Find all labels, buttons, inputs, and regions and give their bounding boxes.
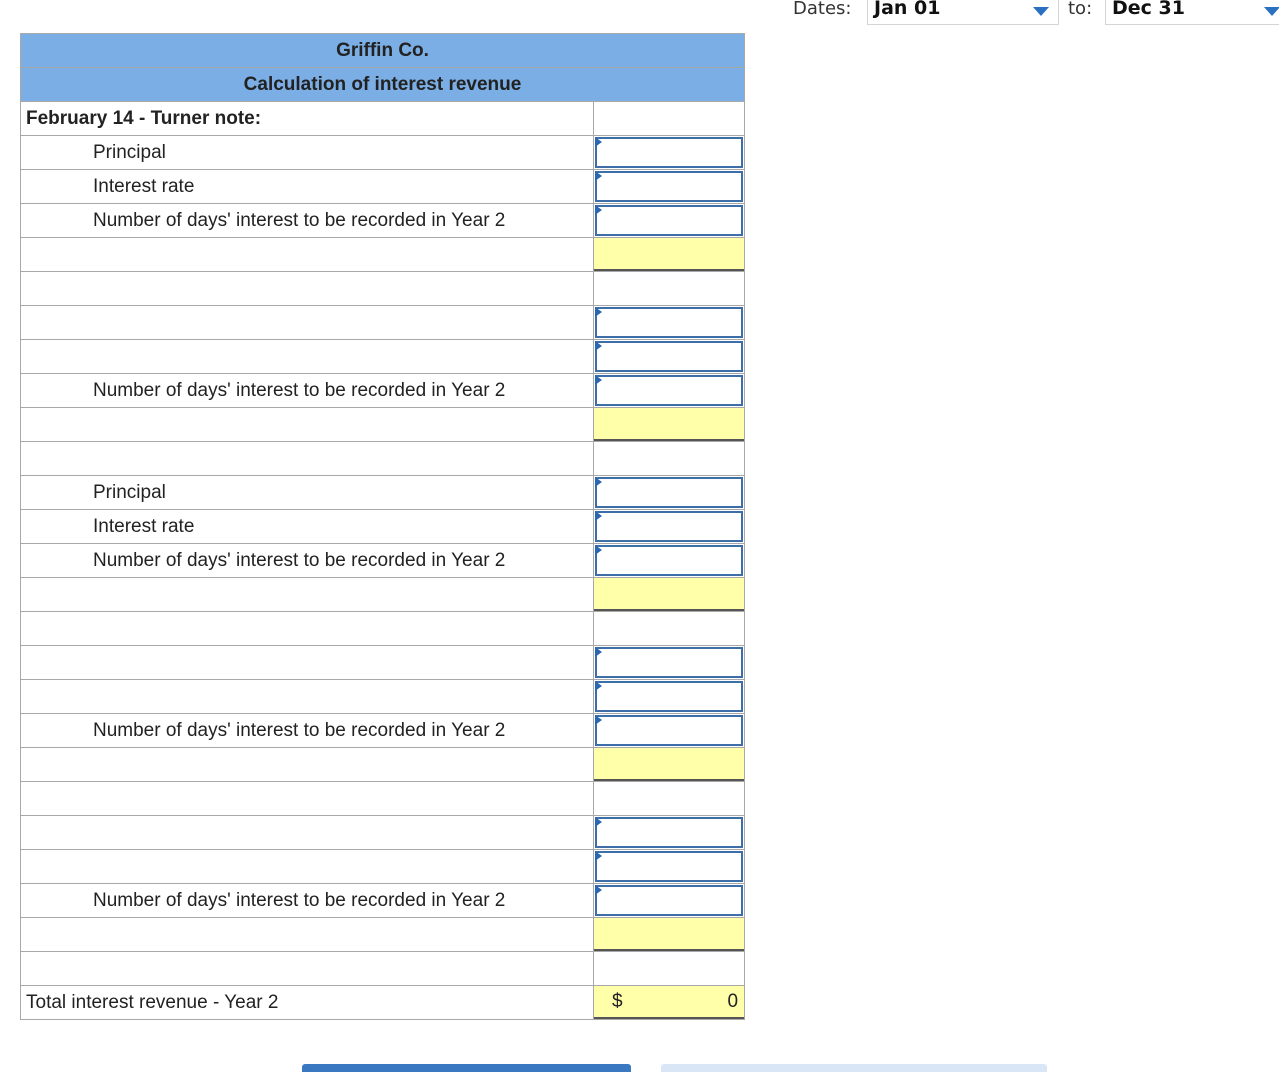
table-row [21, 612, 745, 646]
table-row [21, 170, 745, 204]
amount-input[interactable] [595, 817, 743, 848]
row-label: Number of days' interest to be recorded in Year 2 [21, 204, 594, 238]
amount-input-cell[interactable] [594, 884, 745, 918]
row-label: Principal [21, 136, 594, 170]
amount-input-cell[interactable] [594, 136, 745, 170]
table-row [21, 408, 745, 442]
section-heading-row [21, 102, 745, 136]
table-row [21, 884, 745, 918]
company-name: Griffin Co. [21, 34, 745, 68]
row-label: Number of days' interest to be recorded in Year 2 [21, 374, 594, 408]
computed-value-cell [594, 238, 745, 272]
row-label: Interest rate [21, 510, 594, 544]
row-label [21, 748, 594, 782]
row-label [21, 646, 594, 680]
amount-input[interactable] [595, 477, 743, 508]
double-underline-divider [594, 1017, 744, 1019]
table-row [21, 272, 745, 306]
row-label: Principal [21, 476, 594, 510]
total-row [21, 986, 745, 1020]
to-date-select[interactable] [1105, 0, 1279, 25]
section-heading: February 14 - Turner note: [21, 102, 594, 136]
amount-input[interactable] [595, 715, 743, 746]
chevron-down-icon[interactable] [1033, 7, 1049, 16]
row-label [21, 408, 594, 442]
table-row [21, 340, 745, 374]
table-row [21, 238, 745, 272]
amount-input[interactable] [595, 137, 743, 168]
amount-input[interactable] [595, 851, 743, 882]
empty-value-cell [594, 102, 745, 136]
empty-value-cell [594, 952, 745, 986]
table-subtitle: Calculation of interest revenue [21, 68, 745, 102]
amount-input-cell[interactable] [594, 340, 745, 374]
amount-input[interactable] [595, 545, 743, 576]
amount-input[interactable] [595, 885, 743, 916]
table-row [21, 646, 745, 680]
table-row [21, 476, 745, 510]
empty-value-cell [594, 272, 745, 306]
table-row [21, 680, 745, 714]
row-label [21, 578, 594, 612]
currency-symbol: $ [612, 991, 623, 1012]
amount-input-cell[interactable] [594, 714, 745, 748]
from-date-select[interactable] [867, 0, 1059, 25]
amount-input[interactable] [595, 307, 743, 338]
amount-input-cell[interactable] [594, 850, 745, 884]
table-row [21, 204, 745, 238]
interest-revenue-table [20, 33, 745, 1020]
table-row [21, 510, 745, 544]
amount-input-cell[interactable] [594, 646, 745, 680]
dates-label: Dates: [793, 0, 852, 19]
total-label: Total interest revenue - Year 2 [21, 986, 594, 1020]
amount-input[interactable] [595, 511, 743, 542]
empty-value-cell [594, 442, 745, 476]
table-row [21, 782, 745, 816]
total-value-cell [594, 986, 745, 1020]
to-label: to: [1068, 0, 1093, 19]
row-label [21, 238, 594, 272]
amount-input-cell[interactable] [594, 476, 745, 510]
amount-input[interactable] [595, 341, 743, 372]
table-row [21, 952, 745, 986]
row-label [21, 850, 594, 884]
amount-input-cell[interactable] [594, 306, 745, 340]
row-label [21, 612, 594, 646]
amount-input-cell[interactable] [594, 510, 745, 544]
table-row [21, 748, 745, 782]
empty-value-cell [594, 782, 745, 816]
table-row [21, 442, 745, 476]
row-label [21, 918, 594, 952]
table-row [21, 306, 745, 340]
computed-value-cell [594, 408, 745, 442]
amount-input-cell[interactable] [594, 170, 745, 204]
secondary-button[interactable] [661, 1064, 1047, 1072]
date-range-bar [790, 0, 1279, 26]
row-label: Number of days' interest to be recorded in Year 2 [21, 714, 594, 748]
row-label: Number of days' interest to be recorded in Year 2 [21, 884, 594, 918]
table-row [21, 918, 745, 952]
row-label [21, 952, 594, 986]
chevron-down-icon[interactable] [1264, 7, 1279, 16]
row-label [21, 442, 594, 476]
amount-input-cell[interactable] [594, 544, 745, 578]
amount-input-cell[interactable] [594, 374, 745, 408]
table-row [21, 714, 745, 748]
from-date-value: Jan 01 [874, 0, 941, 19]
amount-input-cell[interactable] [594, 816, 745, 850]
computed-value-cell [594, 918, 745, 952]
table-row [21, 374, 745, 408]
amount-input-cell[interactable] [594, 680, 745, 714]
table-row [21, 850, 745, 884]
amount-input[interactable] [595, 647, 743, 678]
empty-value-cell [594, 612, 745, 646]
table-row [21, 544, 745, 578]
total-value: 0 [727, 991, 739, 1012]
to-date-value: Dec 31 [1112, 0, 1185, 19]
computed-value-cell [594, 578, 745, 612]
table-row [21, 816, 745, 850]
primary-button[interactable] [302, 1064, 631, 1072]
amount-input[interactable] [595, 375, 743, 406]
row-label: Interest rate [21, 170, 594, 204]
row-label: Number of days' interest to be recorded in Year 2 [21, 544, 594, 578]
amount-input-cell[interactable] [594, 204, 745, 238]
table-row [21, 578, 745, 612]
row-label [21, 782, 594, 816]
row-label [21, 306, 594, 340]
row-label [21, 680, 594, 714]
row-label [21, 272, 594, 306]
amount-input[interactable] [595, 205, 743, 236]
row-label [21, 340, 594, 374]
amount-input[interactable] [595, 681, 743, 712]
row-label [21, 816, 594, 850]
amount-input[interactable] [595, 171, 743, 202]
computed-value-cell [594, 748, 745, 782]
table-row [21, 136, 745, 170]
